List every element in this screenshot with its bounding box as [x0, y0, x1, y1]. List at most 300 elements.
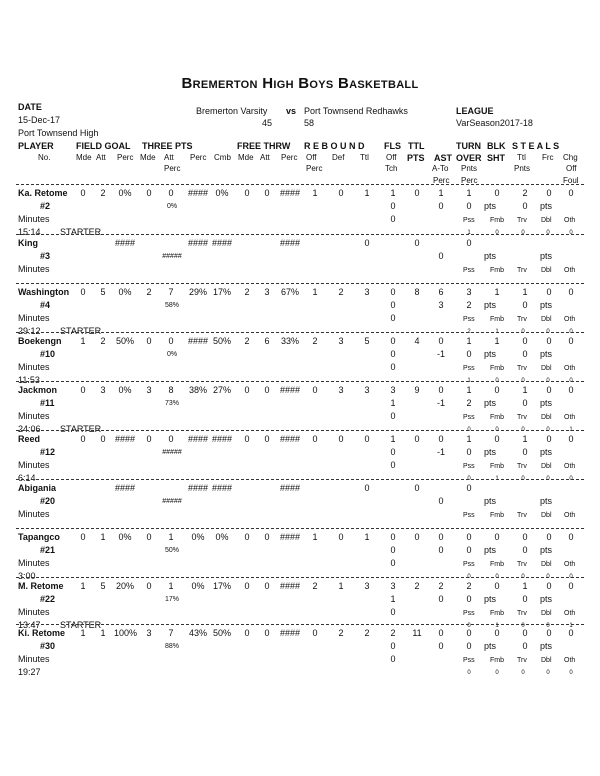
- fg-made: 1: [80, 336, 86, 346]
- blocks-pts-label: pts: [484, 594, 497, 604]
- tp-att-percent: 17%: [164, 596, 179, 603]
- tp-attempts: 0: [168, 336, 174, 346]
- reb-off: 0: [312, 434, 318, 444]
- breakdown-fmb-label: Fmb: [490, 414, 504, 421]
- player-name: Abigania: [18, 483, 57, 493]
- game-date: 15-Dec-17: [18, 115, 61, 125]
- assist-to-ratio: 0: [438, 594, 444, 604]
- breakdown-pss-label: Pss: [463, 610, 475, 617]
- blocks-pts-label: pts: [484, 300, 497, 310]
- minutes-label: Minutes: [18, 214, 50, 224]
- fg-percent: 50%: [115, 336, 134, 346]
- blocks-pts-label: pts: [484, 545, 497, 555]
- header-pts: PTS: [407, 153, 425, 163]
- row-divider: [16, 381, 584, 382]
- blocks-pts-label: pts: [484, 641, 497, 651]
- header-ft-perc: Perc: [281, 153, 298, 162]
- header-no: No.: [38, 153, 51, 162]
- tp-percent: ####: [187, 336, 209, 346]
- reb-off: 0: [312, 385, 318, 395]
- reb-total: 5: [364, 336, 370, 346]
- fouls-tch: 0: [390, 214, 396, 224]
- breakdown-pss-label: Pss: [463, 267, 475, 274]
- steals-points: 0: [522, 545, 528, 555]
- ft-attempts: 3: [264, 287, 270, 297]
- breakdown-dbl-label: Dbl: [541, 561, 552, 568]
- breakdown-dbl-label: Dbl: [541, 267, 552, 274]
- breakdown-trv-label: Trv: [517, 610, 527, 617]
- charges: 0: [568, 532, 574, 542]
- breakdown-dbl-label: Dbl: [541, 512, 552, 519]
- forced: 0: [546, 385, 552, 395]
- player-number: #3: [40, 251, 51, 261]
- steals-points: 0: [522, 398, 528, 408]
- fg-made: 0: [80, 287, 86, 297]
- assists: 0: [438, 628, 444, 638]
- combined-percent: 27%: [212, 385, 231, 395]
- header-reb-off-perc: Perc: [306, 164, 323, 173]
- fg-percent: 0%: [118, 532, 132, 542]
- steals-pts-label: pts: [540, 447, 553, 457]
- tp-made: 0: [146, 434, 152, 444]
- steals-total: 1: [522, 287, 528, 297]
- blocks: 0: [494, 385, 500, 395]
- fouls: 1: [390, 188, 396, 198]
- header-ft-mde: Mde: [238, 153, 254, 162]
- breakdown-oth: 0: [569, 230, 573, 236]
- breakdown-oth-label: Oth: [564, 217, 576, 224]
- turnovers: 1: [466, 434, 472, 444]
- breakdown-oth-label: Oth: [564, 414, 576, 421]
- breakdown-oth: 0: [569, 574, 573, 580]
- assist-to-ratio: 0: [438, 251, 444, 261]
- tp-percent: ####: [187, 238, 209, 248]
- blocks-pts-label: pts: [484, 251, 497, 261]
- player-name: Reed: [18, 434, 41, 444]
- total-points: 0: [414, 483, 420, 493]
- breakdown-fmb: 0: [495, 427, 499, 433]
- tp-percent: ####: [187, 434, 209, 444]
- fg-attempts: 5: [100, 581, 106, 591]
- ft-percent: ####: [279, 434, 301, 444]
- minutes-value: 15:14: [18, 227, 41, 237]
- breakdown-oth-label: Oth: [564, 657, 576, 664]
- minutes-value: 29:12: [18, 326, 41, 336]
- assist-to-ratio: -1: [436, 447, 445, 457]
- charges: 0: [568, 434, 574, 444]
- ft-attempts: 0: [264, 581, 270, 591]
- total-points: 0: [414, 238, 420, 248]
- fg-percent: ####: [114, 238, 136, 248]
- minutes-value: 19:27: [18, 667, 41, 677]
- fouls-off: 0: [390, 447, 396, 457]
- assist-to-ratio: 3: [438, 300, 444, 310]
- blocks: 0: [494, 188, 500, 198]
- row-divider: [16, 577, 584, 578]
- steals-points: 0: [522, 201, 528, 211]
- minutes-value: 13:47: [18, 620, 41, 630]
- assist-to-ratio: -1: [436, 349, 445, 359]
- fouls: 3: [390, 385, 396, 395]
- header-tp-att: Att: [164, 153, 174, 162]
- turnovers: 0: [466, 238, 472, 248]
- ft-made: 2: [244, 336, 250, 346]
- header-ato-perc: Perc: [433, 176, 450, 185]
- starter-flag: STARTER: [60, 620, 102, 630]
- reb-total: 0: [364, 434, 370, 444]
- row-divider: [16, 184, 584, 185]
- header-fls: FLS: [384, 141, 401, 151]
- fg-percent: 0%: [118, 287, 132, 297]
- fg-percent: 100%: [114, 628, 138, 638]
- breakdown-pss: 0: [467, 427, 471, 433]
- breakdown-trv-label: Trv: [517, 267, 527, 274]
- minutes-label: Minutes: [18, 313, 50, 323]
- breakdown-fmb: 0: [495, 574, 499, 580]
- reb-off: 0: [312, 628, 318, 638]
- breakdown-trv-label: Trv: [517, 365, 527, 372]
- steals-total: 0: [522, 532, 528, 542]
- row-divider: [16, 283, 584, 284]
- home-team: Bremerton Varsity: [196, 106, 268, 116]
- assists: 6: [438, 287, 444, 297]
- breakdown-dbl: 0: [546, 623, 550, 629]
- header-chg-off: Off: [566, 164, 577, 173]
- minutes-label: Minutes: [18, 362, 50, 372]
- minutes-value: 6:14: [18, 473, 36, 483]
- player-name: Washington: [18, 287, 70, 297]
- forced: 0: [546, 188, 552, 198]
- breakdown-trv: 0: [521, 230, 525, 236]
- blocks-pts-label: pts: [484, 496, 497, 506]
- blocks-pts-label: pts: [484, 349, 497, 359]
- tp-percent: 38%: [188, 385, 207, 395]
- tp-attempts: 1: [168, 532, 174, 542]
- header-field-goal: FIELD GOAL: [76, 141, 131, 151]
- starter-flag: STARTER: [60, 227, 102, 237]
- tp-percent: 0%: [191, 532, 205, 542]
- header-player: PLAYER: [18, 141, 54, 151]
- turnover-points: 0: [466, 641, 472, 651]
- steals-pts-label: pts: [540, 300, 553, 310]
- steals-points: 0: [522, 594, 528, 604]
- blocks: 0: [494, 628, 500, 638]
- fouls: 3: [390, 581, 396, 591]
- combined-percent: 0%: [215, 532, 229, 542]
- breakdown-pss: 1: [467, 230, 471, 236]
- breakdown-dbl-label: Dbl: [541, 414, 552, 421]
- header-free-thrw: FREE THRW: [237, 141, 291, 151]
- ft-percent: ####: [279, 532, 301, 542]
- fouls-off: 0: [390, 545, 396, 555]
- tp-attempts: 0: [168, 434, 174, 444]
- player-number: #12: [40, 447, 56, 457]
- breakdown-pss-label: Pss: [463, 463, 475, 470]
- turnovers: 0: [466, 628, 472, 638]
- minutes-label: Minutes: [18, 509, 50, 519]
- breakdown-pss: 0: [467, 670, 471, 676]
- breakdown-fmb-label: Fmb: [490, 512, 504, 519]
- tp-made: 0: [146, 532, 152, 542]
- blocks-pts-label: pts: [484, 398, 497, 408]
- assists: 0: [438, 385, 444, 395]
- ft-attempts: 6: [264, 336, 270, 346]
- breakdown-pss: 1: [467, 378, 471, 384]
- row-divider: [16, 430, 584, 431]
- minutes-label: Minutes: [18, 264, 50, 274]
- breakdown-dbl-label: Dbl: [541, 657, 552, 664]
- breakdown-fmb-label: Fmb: [490, 610, 504, 617]
- header-tp-att-perc: Perc: [164, 164, 181, 173]
- fg-attempts: 3: [100, 385, 106, 395]
- blocks-pts-label: pts: [484, 201, 497, 211]
- steals-points: 0: [522, 300, 528, 310]
- away-score: 58: [304, 118, 315, 128]
- fouls-off: 0: [390, 300, 396, 310]
- breakdown-trv: 0: [521, 378, 525, 384]
- fg-percent: ####: [114, 434, 136, 444]
- combined-percent: 50%: [212, 336, 231, 346]
- league-name: VarSeason2017-18: [456, 118, 533, 128]
- tp-made: 3: [146, 385, 152, 395]
- turnover-points: 2: [466, 300, 472, 310]
- combined-percent: ####: [211, 238, 233, 248]
- header-fg-att: Att: [96, 153, 106, 162]
- player-number: #11: [40, 398, 55, 408]
- turnovers: 0: [466, 483, 472, 493]
- row-divider: [16, 479, 584, 480]
- breakdown-oth: 0: [569, 329, 573, 335]
- ft-made: 0: [244, 385, 250, 395]
- tp-attempts: 7: [168, 287, 174, 297]
- tp-attempts: 7: [168, 628, 174, 638]
- tp-attempts: 0: [168, 188, 174, 198]
- breakdown-oth-label: Oth: [564, 512, 576, 519]
- breakdown-fmb: 1: [495, 476, 499, 482]
- row-divider: [16, 528, 584, 529]
- tp-att-percent: #####: [162, 498, 182, 505]
- turnover-points: 0: [466, 594, 472, 604]
- player-name: King: [18, 238, 38, 248]
- total-points: 9: [414, 385, 420, 395]
- tp-att-percent: 58%: [164, 302, 179, 309]
- header-reb-def: Def: [332, 153, 345, 162]
- turnover-points: 0: [466, 349, 472, 359]
- header-fls-tch: Tch: [385, 164, 398, 173]
- steals-pts-label: pts: [540, 251, 553, 261]
- ft-made: 0: [244, 532, 250, 542]
- header-st-ttl: Ttl: [517, 153, 526, 162]
- breakdown-dbl-label: Dbl: [541, 610, 552, 617]
- breakdown-oth-label: Oth: [564, 463, 576, 470]
- header-chg-foul: Foul: [563, 176, 579, 185]
- fg-made: 0: [80, 188, 86, 198]
- turnover-points: 0: [466, 447, 472, 457]
- breakdown-oth: 0: [569, 378, 573, 384]
- breakdown-dbl-label: Dbl: [541, 463, 552, 470]
- reb-off: 2: [312, 581, 318, 591]
- breakdown-dbl-label: Dbl: [541, 217, 552, 224]
- breakdown-dbl-label: Dbl: [541, 365, 552, 372]
- fouls: 2: [390, 628, 396, 638]
- fg-attempts: 1: [100, 628, 106, 638]
- breakdown-trv: 0: [521, 476, 525, 482]
- ft-percent: ####: [279, 385, 301, 395]
- assist-to-ratio: -1: [436, 398, 445, 408]
- assist-to-ratio: 0: [438, 201, 444, 211]
- assist-to-ratio: 0: [438, 496, 444, 506]
- header-frc: Frc: [542, 153, 554, 162]
- reb-total: 2: [364, 628, 370, 638]
- breakdown-fmb-label: Fmb: [490, 316, 504, 323]
- breakdown-trv-label: Trv: [517, 463, 527, 470]
- turnovers: 0: [466, 532, 472, 542]
- turnovers: 3: [466, 287, 472, 297]
- charges: 0: [568, 336, 574, 346]
- fg-made: 0: [80, 385, 86, 395]
- tp-att-percent: #####: [162, 449, 182, 456]
- fg-percent: ####: [114, 483, 136, 493]
- reb-def: 0: [338, 434, 344, 444]
- breakdown-fmb: 0: [495, 230, 499, 236]
- steals-pts-label: pts: [540, 496, 553, 506]
- minutes-value: 11:53: [18, 375, 40, 385]
- turnover-points: 2: [466, 398, 472, 408]
- fouls-tch: 0: [390, 362, 396, 372]
- game-location: Port Townsend High: [18, 128, 99, 138]
- ft-percent: ####: [279, 483, 301, 493]
- header-reb-ttl: Ttl: [360, 153, 369, 162]
- header-ast: AST: [434, 153, 452, 163]
- starter-flag: STARTER: [60, 424, 102, 434]
- ft-made: 0: [244, 188, 250, 198]
- tp-made: 0: [146, 336, 152, 346]
- combined-percent: 17%: [212, 581, 231, 591]
- breakdown-fmb-label: Fmb: [490, 657, 504, 664]
- breakdown-trv-label: Trv: [517, 217, 527, 224]
- tp-percent: 29%: [188, 287, 207, 297]
- breakdown-oth-label: Oth: [564, 365, 576, 372]
- blocks: 0: [494, 532, 500, 542]
- blocks: 1: [494, 287, 500, 297]
- steals-points: 0: [522, 641, 528, 651]
- header-steals: S T E A L S: [512, 141, 560, 151]
- ft-attempts: 0: [264, 532, 270, 542]
- breakdown-pss: 0: [467, 574, 471, 580]
- breakdown-oth: 0: [569, 476, 573, 482]
- tp-att-percent: #####: [162, 253, 182, 260]
- header-cmb: Cmb: [214, 153, 231, 162]
- header-turn: TURN: [456, 141, 481, 151]
- forced: 0: [546, 628, 552, 638]
- steals-total: 1: [522, 434, 528, 444]
- ft-attempts: 0: [264, 628, 270, 638]
- total-points: 8: [414, 287, 420, 297]
- combined-percent: 0%: [215, 188, 229, 198]
- total-points: 2: [414, 581, 420, 591]
- tp-made: 2: [146, 287, 152, 297]
- player-name: Boekengn: [18, 336, 62, 346]
- row-divider: [16, 332, 584, 333]
- charges: 0: [568, 287, 574, 297]
- header-ft-att: Att: [260, 153, 270, 162]
- ft-attempts: 0: [264, 434, 270, 444]
- turnovers: 1: [466, 385, 472, 395]
- turnover-points: 0: [466, 545, 472, 555]
- ft-percent: ####: [279, 238, 301, 248]
- combined-percent: 50%: [212, 628, 231, 638]
- breakdown-fmb-label: Fmb: [490, 463, 504, 470]
- fg-attempts: 5: [100, 287, 106, 297]
- header-tp-mde: Mde: [140, 153, 156, 162]
- reb-off: 1: [312, 188, 318, 198]
- charges: 0: [568, 385, 574, 395]
- header-tp-perc: Perc: [190, 153, 207, 162]
- header-ato: A-To: [432, 164, 449, 173]
- fg-attempts: 1: [100, 532, 106, 542]
- breakdown-oth-label: Oth: [564, 561, 576, 568]
- reb-def: 1: [338, 581, 344, 591]
- reb-total: 3: [364, 287, 370, 297]
- forced: 0: [546, 581, 552, 591]
- assists: 2: [438, 581, 444, 591]
- league-label: LEAGUE: [456, 106, 494, 116]
- fg-made: 0: [80, 532, 86, 542]
- reb-total: 1: [364, 532, 370, 542]
- combined-percent: 17%: [212, 287, 231, 297]
- fouls-tch: 0: [390, 558, 396, 568]
- header-st-pnts: Pnts: [514, 164, 531, 173]
- steals-points: 0: [522, 447, 528, 457]
- breakdown-oth-label: Oth: [564, 316, 576, 323]
- assist-to-ratio: 0: [438, 545, 444, 555]
- forced: 0: [546, 434, 552, 444]
- breakdown-trv-label: Trv: [517, 657, 527, 664]
- ft-made: 0: [244, 628, 250, 638]
- minutes-label: Minutes: [18, 654, 50, 664]
- ft-percent: 33%: [280, 336, 299, 346]
- minutes-label: Minutes: [18, 607, 50, 617]
- fg-made: 1: [80, 628, 86, 638]
- header-over: OVER: [456, 153, 482, 163]
- report-title: Bremerton High Boys Basketball: [181, 75, 419, 92]
- steals-points: 0: [522, 349, 528, 359]
- breakdown-pss: 0: [467, 476, 471, 482]
- fouls-off: 1: [390, 398, 396, 408]
- player-name: Ki. Retome: [18, 628, 66, 638]
- breakdown-oth-label: Oth: [564, 610, 576, 617]
- ft-attempts: 0: [264, 188, 270, 198]
- header-fg-mde: Mde: [76, 153, 92, 162]
- tp-att-percent: 88%: [164, 643, 179, 650]
- steals-pts-label: pts: [540, 398, 553, 408]
- fouls: 1: [390, 434, 396, 444]
- breakdown-trv: 0: [521, 427, 525, 433]
- minutes-label: Minutes: [18, 460, 50, 470]
- tp-att-percent: 50%: [164, 547, 179, 554]
- steals-total: 1: [522, 385, 528, 395]
- reb-def: 3: [338, 336, 344, 346]
- assists: 0: [438, 434, 444, 444]
- total-points: 0: [414, 188, 420, 198]
- breakdown-pss: 2: [467, 329, 471, 335]
- forced: 0: [546, 336, 552, 346]
- breakdown-trv-label: Trv: [517, 414, 527, 421]
- breakdown-fmb-label: Fmb: [490, 217, 504, 224]
- breakdown-pss-label: Pss: [463, 414, 475, 421]
- steals-total: 2: [522, 188, 528, 198]
- breakdown-dbl: 0: [546, 574, 550, 580]
